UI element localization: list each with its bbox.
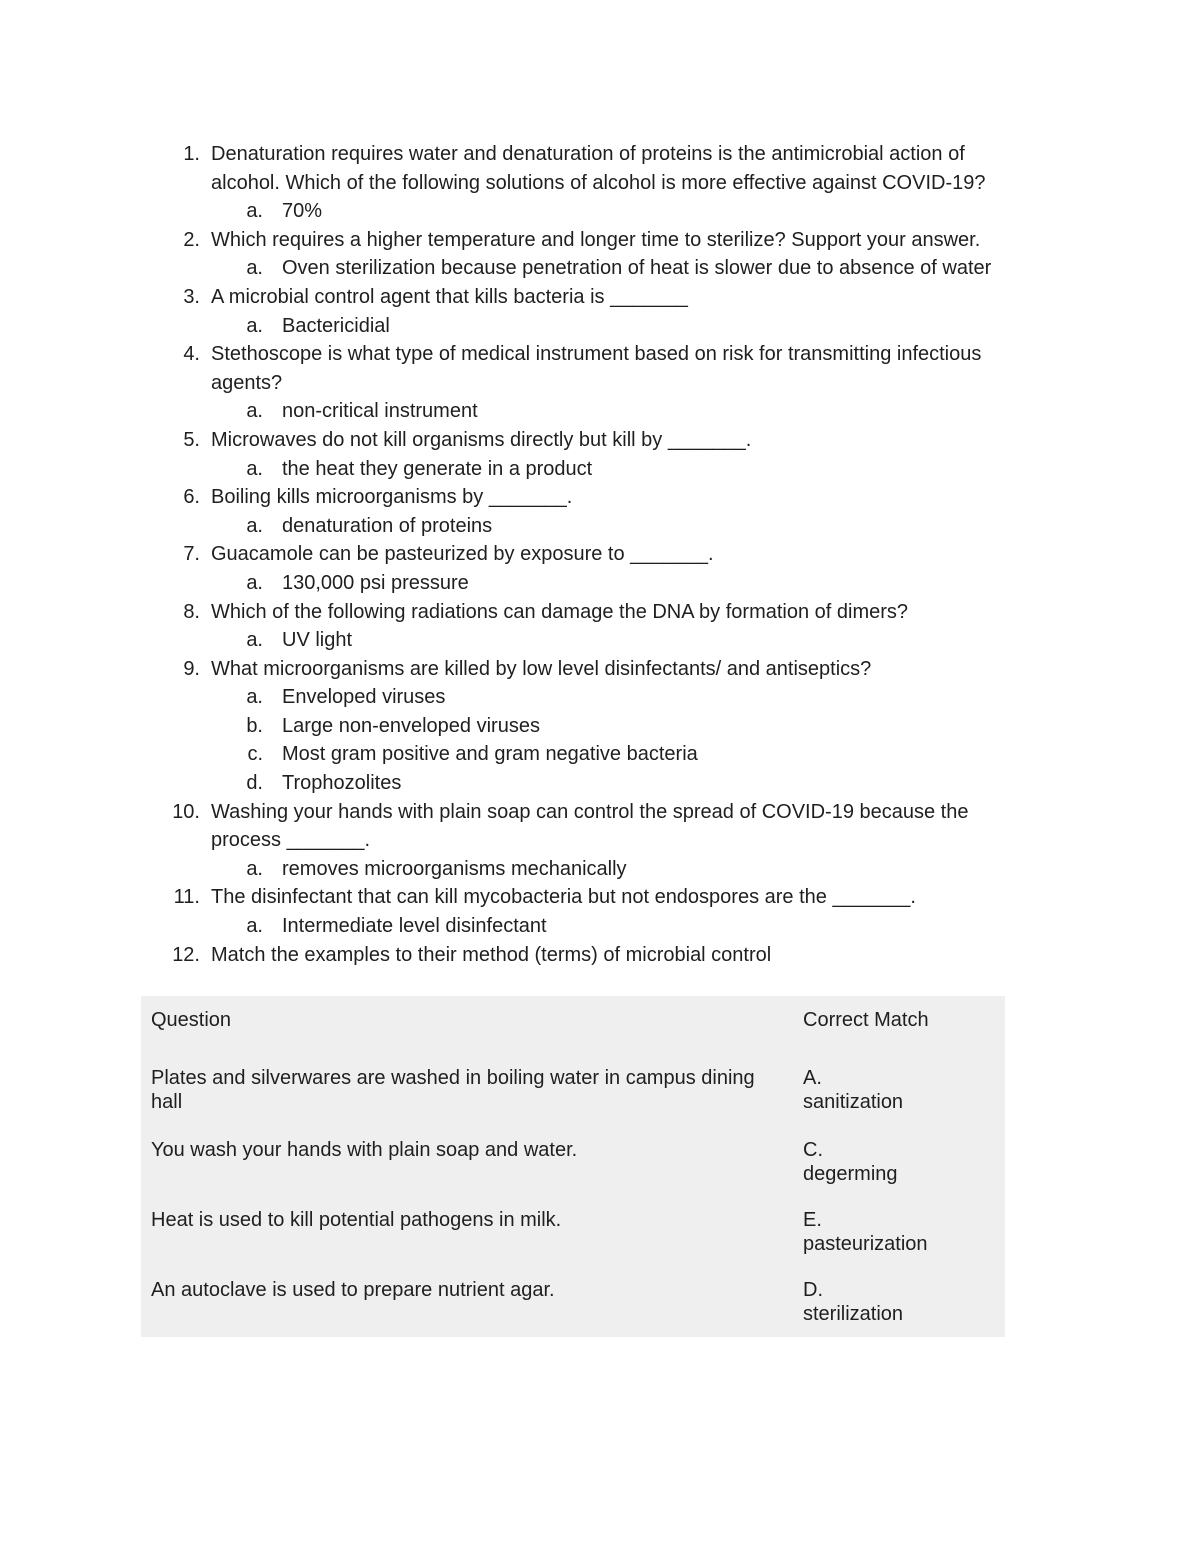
table-header-question: Question <box>151 1009 232 1031</box>
question-text: Which of the following radiations can damage the DNA by formation of dimers? <box>211 600 909 623</box>
question-text: A microbial control agent that kills bacteria is _______ <box>211 285 688 308</box>
question-line <box>0 340 1200 369</box>
question-line <box>0 798 1200 827</box>
answer-line <box>0 254 1200 283</box>
answer-line <box>0 569 1200 598</box>
answer-text: the heat they generate in a product <box>282 457 593 480</box>
question-line <box>0 883 1200 912</box>
answer-text: 130,000 psi pressure <box>282 571 469 594</box>
answer-text: UV light <box>282 629 353 652</box>
question-line <box>0 369 1200 398</box>
answer-text: Large non-enveloped viruses <box>282 714 540 737</box>
question-line <box>0 226 1200 255</box>
table-row-question: You wash your hands with plain soap and water. <box>151 1139 578 1161</box>
answer-text: Trophozolites <box>282 772 402 795</box>
answer-text: 70% <box>282 200 323 223</box>
table-row-question: Heat is used to kill potential pathogens in milk. <box>151 1209 562 1231</box>
question-text: Washing your hands with plain soap can control the spread of COVID-19 because the <box>211 800 969 823</box>
question-line <box>0 140 1200 169</box>
answer-text: denaturation of proteins <box>282 514 493 537</box>
question-text: Match the examples to their method (terms) of microbial control <box>211 943 772 966</box>
question-number: 12. <box>172 943 200 966</box>
question-number: 6. <box>183 486 200 509</box>
question-number: 8. <box>183 600 200 623</box>
question-number: 3. <box>183 285 200 308</box>
answer-letter: a. <box>246 629 263 652</box>
table-row-match-term: sterilization <box>803 1303 904 1325</box>
answer-line <box>0 855 1200 884</box>
answer-text: Most gram positive and gram negative bacteria <box>282 743 698 766</box>
answer-letter: a. <box>246 857 263 880</box>
answer-letter: a. <box>246 571 263 594</box>
answer-letter: a. <box>246 514 263 537</box>
question-text: Stethoscope is what type of medical instrument based on risk for transmitting infectious <box>211 343 982 366</box>
question-text: The disinfectant that can kill mycobacteria but not endospores are the _______. <box>211 886 916 909</box>
answer-line <box>0 455 1200 484</box>
answer-letter: a. <box>246 400 263 423</box>
question-line <box>0 426 1200 455</box>
question-line <box>0 941 1200 970</box>
question-list <box>0 140 1200 969</box>
answer-text: Enveloped viruses <box>282 686 446 709</box>
answer-line <box>0 512 1200 541</box>
question-text: alcohol. Which of the following solutions of alcohol is more effective against COVID-19? <box>211 171 986 194</box>
answer-line <box>0 683 1200 712</box>
answer-text: non-critical instrument <box>282 400 478 423</box>
question-line <box>0 598 1200 627</box>
answer-letter: d. <box>246 772 263 795</box>
question-text: agents? <box>211 371 283 394</box>
question-text: Denaturation requires water and denaturation of proteins is the antimicrobial action of <box>211 143 965 165</box>
answer-line <box>0 626 1200 655</box>
table-row-match-term: sanitization <box>803 1091 904 1113</box>
question-number: 4. <box>183 343 200 366</box>
answer-line <box>0 912 1200 941</box>
question-number: 9. <box>183 657 200 680</box>
answer-letter: a. <box>246 314 263 337</box>
table-row-match-letter: E. <box>803 1209 822 1231</box>
question-number: 1. <box>183 143 200 165</box>
question-text: Boiling kills microorganisms by _______. <box>211 486 573 509</box>
answer-line <box>0 712 1200 741</box>
matching-table <box>141 996 1005 1337</box>
answer-letter: a. <box>246 915 263 938</box>
question-line <box>0 826 1200 855</box>
answer-line <box>0 397 1200 426</box>
table-row-match-term: degerming <box>803 1163 898 1185</box>
question-line <box>0 483 1200 512</box>
question-number: 7. <box>183 543 200 566</box>
question-text: What microorganisms are killed by low level disinfectants/ and antiseptics? <box>211 657 872 680</box>
question-number: 2. <box>183 228 200 251</box>
question-number: 5. <box>183 428 200 451</box>
answer-text: Oven sterilization because penetration of heat is slower due to absence of water <box>282 257 992 280</box>
answer-letter: a. <box>246 686 263 709</box>
table-row-match-term: pasteurization <box>803 1233 928 1255</box>
question-line <box>0 655 1200 684</box>
question-number: 10. <box>172 800 200 823</box>
answer-letter: c. <box>247 743 263 766</box>
answer-text: removes microorganisms mechanically <box>282 857 627 880</box>
question-text: process _______. <box>211 829 371 852</box>
answer-line <box>0 769 1200 798</box>
answer-line <box>0 197 1200 226</box>
answer-letter: a. <box>246 200 263 223</box>
answer-letter: a. <box>246 257 263 280</box>
table-row-question: An autoclave is used to prepare nutrient agar. <box>151 1279 555 1301</box>
question-text: Microwaves do not kill organisms directly but kill by _______. <box>211 428 752 451</box>
answer-letter: b. <box>246 714 263 737</box>
table-row-match-letter: C. <box>803 1139 823 1161</box>
table-row-match-letter: A. <box>803 1067 822 1089</box>
question-number: 11. <box>173 886 200 909</box>
table-row-match-letter: D. <box>803 1279 823 1301</box>
answer-line <box>0 312 1200 341</box>
question-line <box>0 169 1200 198</box>
question-line <box>0 540 1200 569</box>
answer-text: Intermediate level disinfectant <box>282 915 547 938</box>
question-line <box>0 283 1200 312</box>
answer-line <box>0 740 1200 769</box>
table-row-question: Plates and silverwares are washed in boiling water in campus dining hall <box>151 1067 755 1113</box>
table-header-match: Correct Match <box>803 1009 929 1031</box>
answer-text: Bactericidial <box>282 314 390 337</box>
answer-letter: a. <box>246 457 263 480</box>
question-text: Guacamole can be pasteurized by exposure to _______. <box>211 543 714 566</box>
question-text: Which requires a higher temperature and longer time to sterilize? Support your answer. <box>211 228 981 251</box>
